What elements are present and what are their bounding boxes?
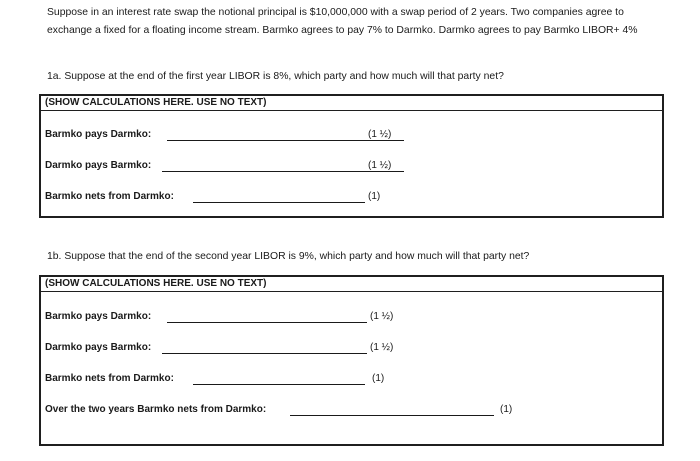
answer-blank[interactable] bbox=[162, 353, 367, 354]
answer-row-barmko-nets bbox=[45, 373, 660, 387]
question-1a: 1a. Suppose at the end of the first year LIBOR is 8%, which party and how much will that party net? bbox=[47, 71, 504, 82]
box-header: (SHOW CALCULATIONS HERE. USE NO TEXT) bbox=[45, 278, 267, 289]
points-label: (1 ½) bbox=[368, 160, 392, 171]
header-divider bbox=[41, 291, 662, 292]
row-label: Darmko pays Barmko: bbox=[45, 160, 152, 171]
problem-intro: Suppose in an interest rate swap the notional principal is $10,000,000 with a swap period of 2 years. Two companies agree to exchange a fixed for a floating income stream. Barmko agrees to pay 7% to Darmko. Darmko agrees to pay Barmko LIBOR+ 4% bbox=[47, 7, 638, 36]
answer-row-two-year-net bbox=[45, 404, 660, 418]
answer-row-darmko-pays bbox=[45, 342, 660, 356]
points-label: (1) bbox=[368, 191, 381, 202]
answer-blank[interactable] bbox=[167, 322, 367, 323]
answer-box-1a bbox=[39, 94, 664, 218]
answer-blank[interactable] bbox=[290, 415, 494, 416]
row-label: Over the two years Barmko nets from Darmko: bbox=[45, 404, 267, 415]
row-label: Barmko pays Darmko: bbox=[45, 129, 152, 140]
points-label: (1 ½) bbox=[368, 129, 392, 140]
answer-blank[interactable] bbox=[162, 171, 404, 172]
points-label: (1 ½) bbox=[370, 342, 394, 353]
row-label: Darmko pays Barmko: bbox=[45, 342, 152, 353]
row-label: Barmko pays Darmko: bbox=[45, 311, 152, 322]
question-1b: 1b. Suppose that the end of the second year LIBOR is 9%, which party and how much will that party net? bbox=[47, 251, 530, 262]
answer-row-darmko-pays bbox=[45, 160, 660, 174]
row-label: Barmko nets from Darmko: bbox=[45, 373, 174, 384]
answer-row-barmko-pays bbox=[45, 129, 660, 143]
answer-blank[interactable] bbox=[193, 202, 365, 203]
answer-row-barmko-pays bbox=[45, 311, 660, 325]
row-label: Barmko nets from Darmko: bbox=[45, 191, 174, 202]
points-label: (1) bbox=[500, 404, 513, 415]
answer-blank[interactable] bbox=[167, 140, 404, 141]
answer-box-1b bbox=[39, 275, 664, 446]
points-label: (1) bbox=[372, 373, 385, 384]
points-label: (1 ½) bbox=[370, 311, 394, 322]
answer-blank[interactable] bbox=[193, 384, 365, 385]
box-header: (SHOW CALCULATIONS HERE. USE NO TEXT) bbox=[45, 97, 267, 108]
header-divider bbox=[41, 110, 662, 111]
answer-row-barmko-nets bbox=[45, 191, 660, 205]
